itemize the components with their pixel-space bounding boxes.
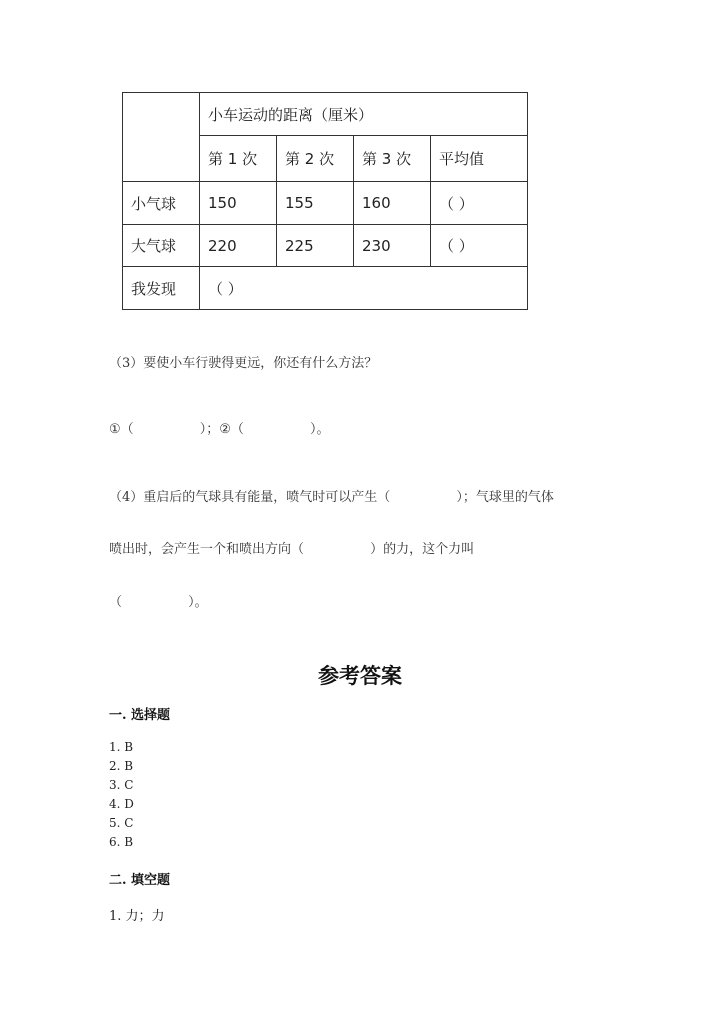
col-header-avg: 平均值 [431,136,528,182]
table-main-header: 小车运动的距离（厘米） [200,93,528,136]
question-4-line-3: （ ）。 [109,595,208,610]
answers-title: 参考答案 [318,663,402,688]
list-item: 1. B [109,740,134,754]
cell-value: 160 [354,182,431,225]
list-item: 1. 力；力 [109,909,165,924]
table-corner-cell [123,93,200,182]
col-header-3: 第 3 次 [354,136,431,182]
question-3-blanks: ①（ ）；②（ ）。 [109,422,330,437]
cell-value: 230 [354,225,431,267]
list-item: 3. C [109,778,134,792]
col-header-1: 第 1 次 [200,136,277,182]
row-label: 大气球 [123,225,200,267]
list-item: 5. C [109,816,134,830]
question-4-line-2: 喷出时，会产生一个和喷出方向（ ）的力，这个力叫 [109,542,475,557]
cell-value: 155 [277,182,354,225]
list-item: 4. D [109,797,134,811]
col-header-2: 第 2 次 [277,136,354,182]
section-1-list [109,738,134,852]
cell-value: 150 [200,182,277,225]
row-label: 小气球 [123,182,200,225]
section-1-title: 一. 选择题 [109,708,171,723]
cell-value: 220 [200,225,277,267]
section-2-title: 二. 填空题 [109,873,171,888]
table-row [123,267,528,310]
distance-table [122,92,528,310]
question-3: （3）要使小车行驶得更远，你还有什么方法？ [109,356,378,371]
finding-blank: （ ） [200,267,528,310]
avg-blank: （ ） [431,182,528,225]
table-row [123,225,528,267]
finding-label: 我发现 [123,267,200,310]
list-item: 2. B [109,759,134,773]
table-row [123,182,528,225]
avg-blank: （ ） [431,225,528,267]
cell-value: 225 [277,225,354,267]
question-4-line-1: （4）重启后的气球具有能量，喷气时可以产生（ ）；气球里的气体 [109,490,554,505]
list-item: 6. B [109,835,134,849]
